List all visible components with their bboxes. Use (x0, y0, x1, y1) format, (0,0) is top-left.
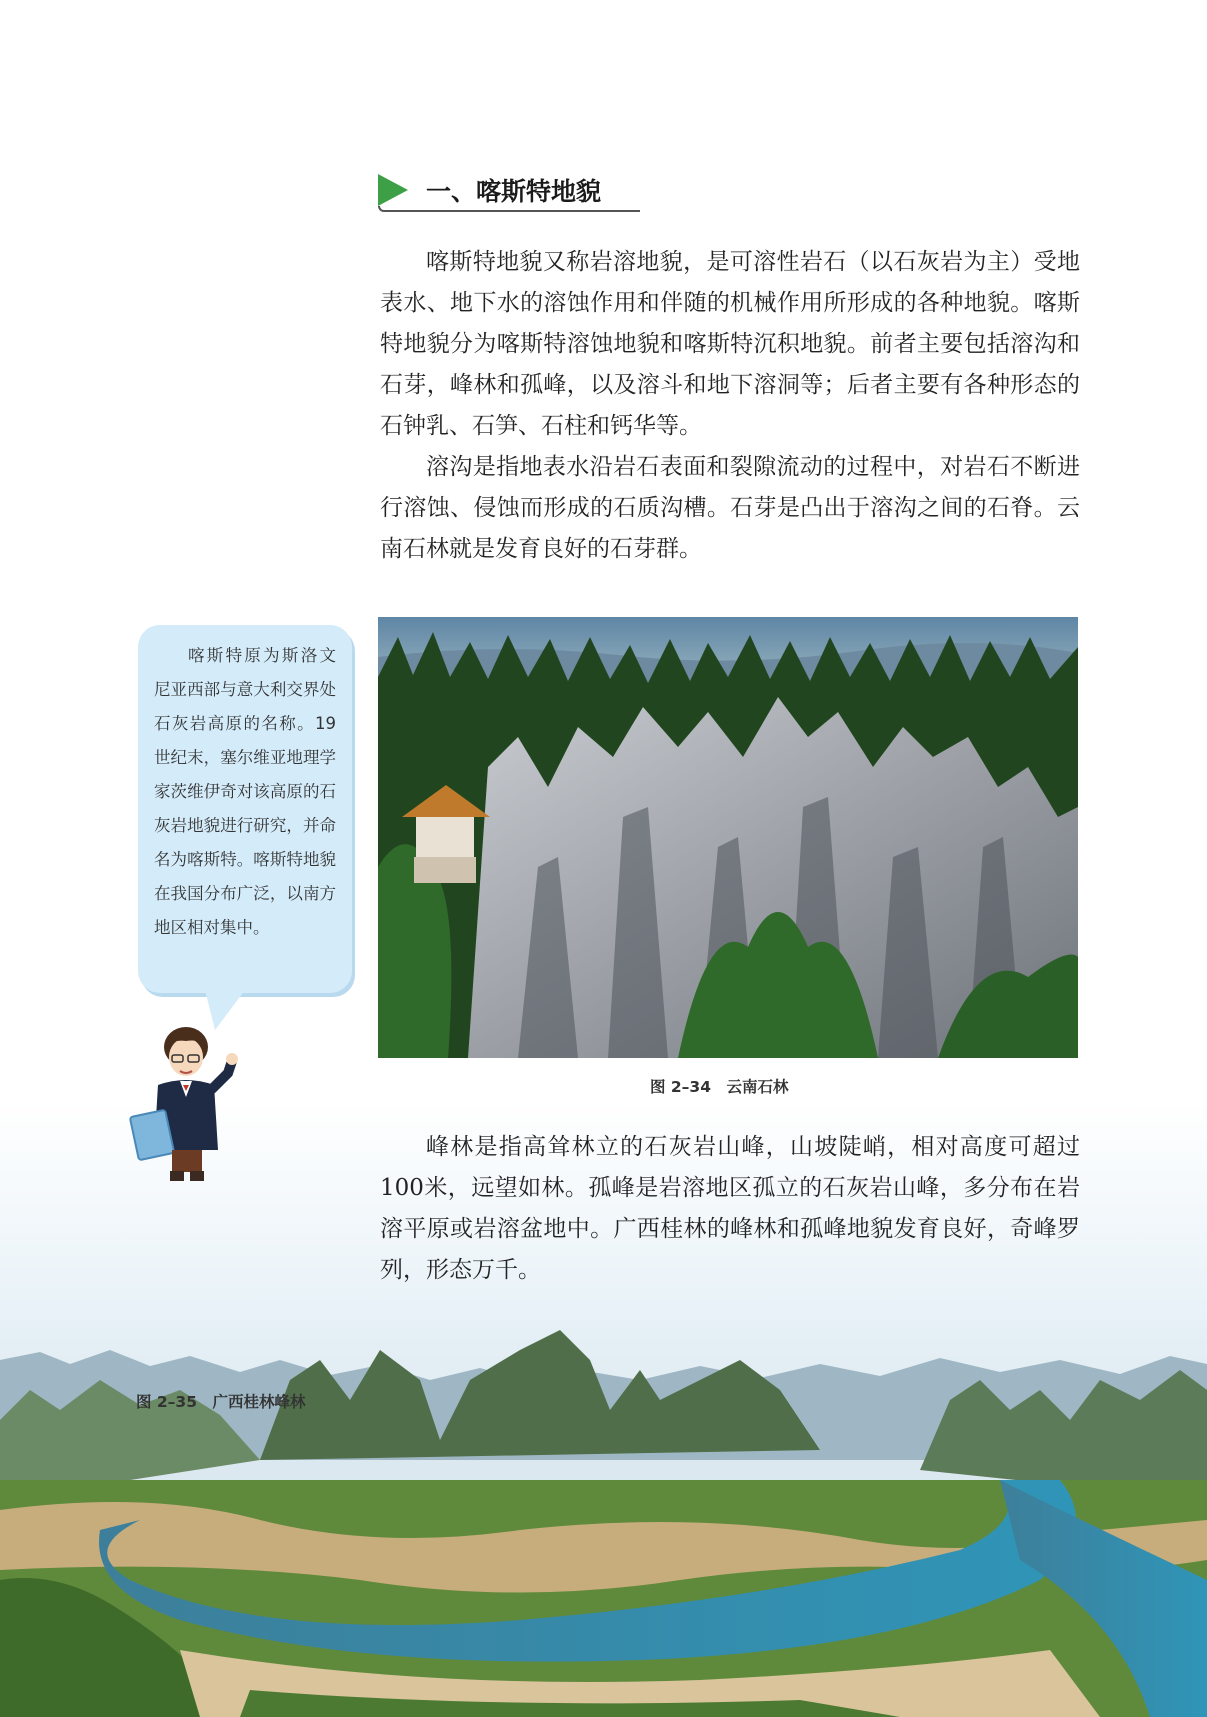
heading-underline (378, 206, 640, 212)
paragraph-karst-definition: 喀斯特地貌又称岩溶地貌，是可溶性岩石（以石灰岩为主）受地表水、地下水的溶蚀作用和伴随的机械作用所形成的各种地貌。喀斯特地貌分为喀斯特溶蚀地貌和喀斯特沉积地貌。前者主要包括溶沟和石芽，峰林和孤峰，以及溶斗和地下溶洞等；后者主要有各种形态的石钟乳、石笋、石柱和钙华等。 (380, 249, 1080, 439)
sidebar-note-text: 喀斯特原为斯洛文尼亚西部与意大利交界处石灰岩高原的名称。19世纪末，塞尔维亚地理学家茨维伊奇对该高原的石灰岩地貌进行研究，并命名为喀斯特。喀斯特地貌在我国分布广泛，以南方地区相对集中。 (154, 646, 336, 937)
heading-arrow-icon (378, 174, 408, 206)
guilin-peak-forest-photo (0, 1320, 1207, 1717)
figure-caption-stone-forest: 图 2–34 云南石林 (650, 1078, 789, 1096)
figure-caption-guilin: 图 2–35 广西桂林峰林 (136, 1393, 306, 1411)
section-title: 一、喀斯特地貌 (426, 177, 602, 206)
bubble-tail (205, 990, 245, 1030)
paragraph-peak-forest: 峰林是指高耸林立的石灰岩山峰，山坡陡峭，相对高度可超过100米，远望如林。孤峰是岩溶地区孤立的石灰岩山峰，多分布在岩溶平原或岩溶盆地中。广西桂林的峰林和孤峰地貌发育良好，奇峰罗列，形态万千。 (380, 1134, 1080, 1283)
paragraph-karren: 溶沟是指地表水沿岩石表面和裂隙流动的过程中，对岩石不断进行溶蚀、侵蚀而形成的石质沟槽。石芽是凸出于溶沟之间的石脊。云南石林就是发育良好的石芽群。 (380, 454, 1080, 562)
sidebar-note-bubble (138, 625, 352, 993)
teacher-character-illustration (128, 1025, 248, 1185)
stone-forest-photo (378, 617, 1078, 1058)
section-heading (378, 170, 640, 216)
